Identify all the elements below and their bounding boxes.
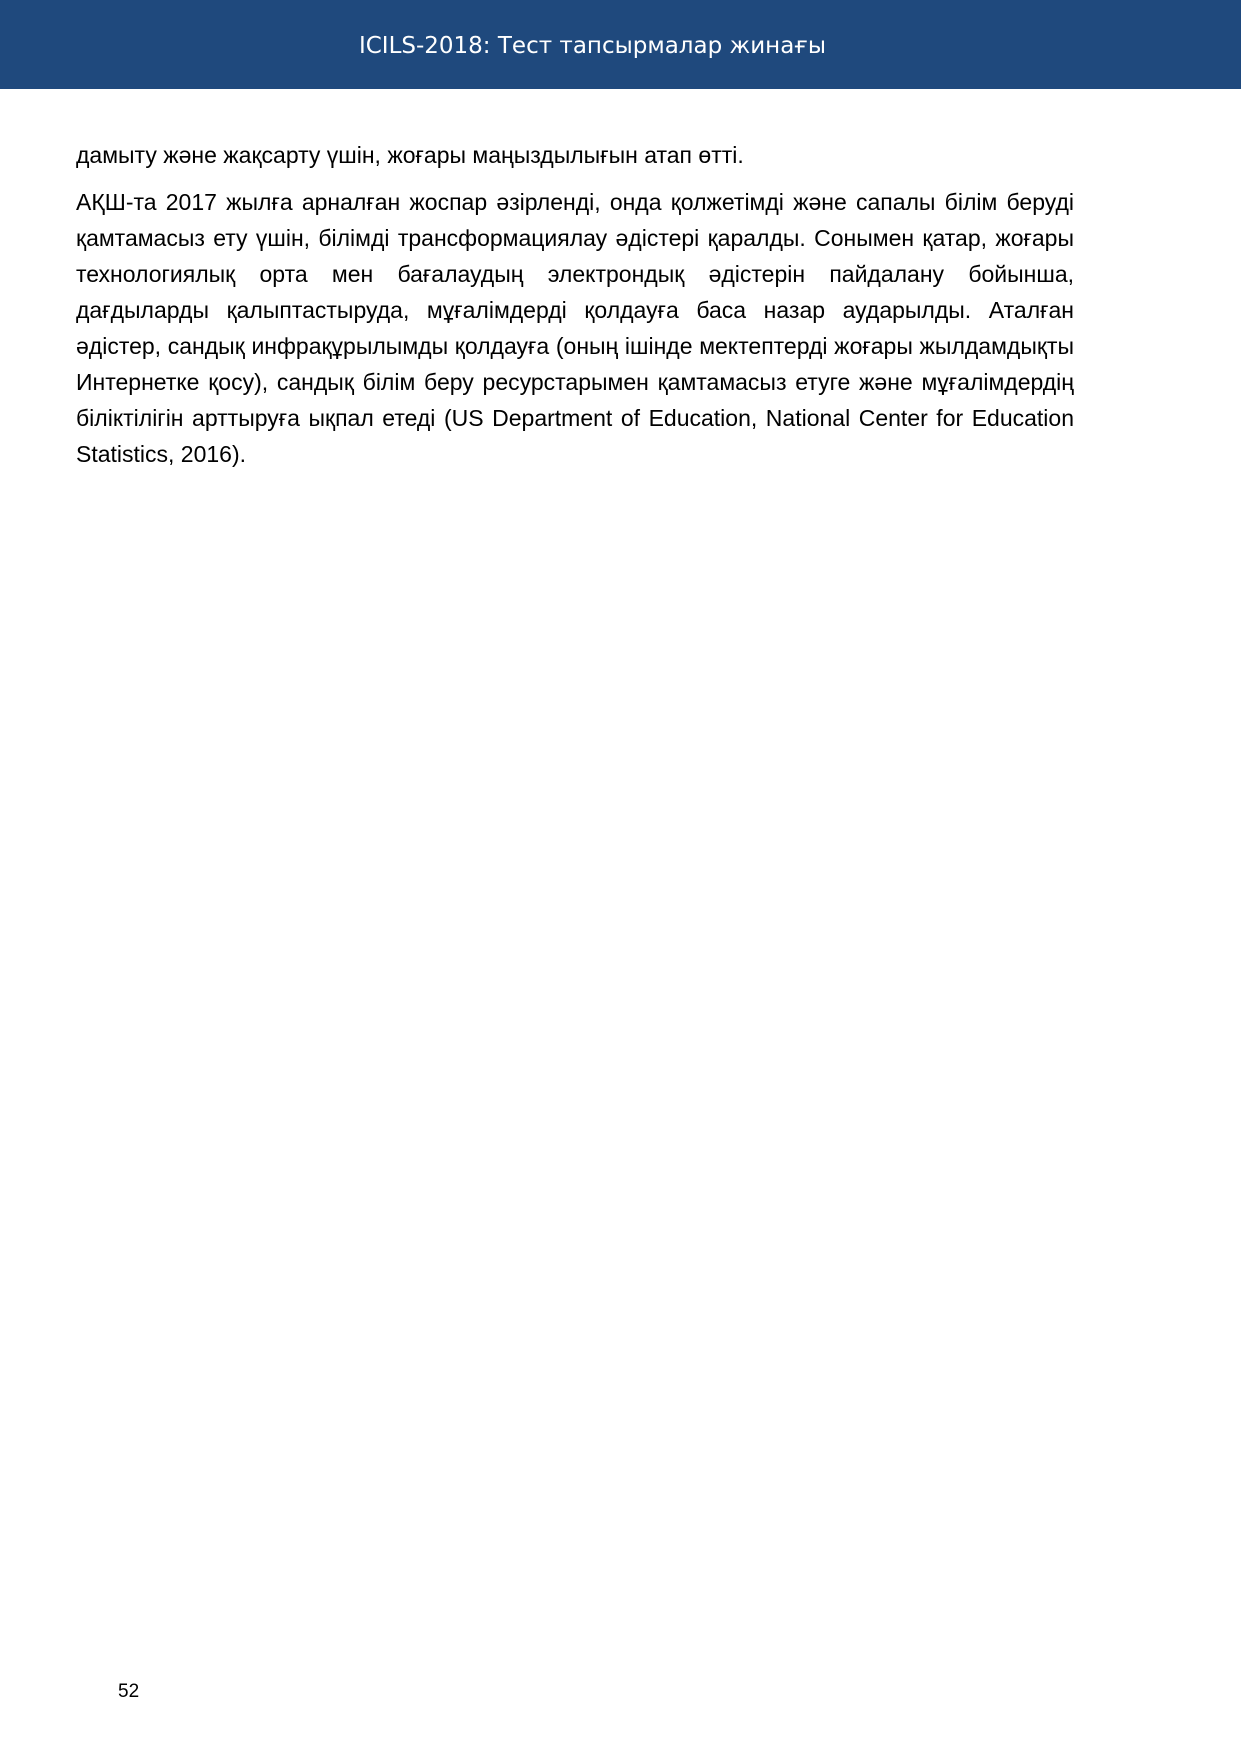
page-number: 52 (118, 1681, 140, 1702)
document-title: ICILS-2018: Тест тапсырмалар жинағы (358, 33, 827, 59)
paragraph: АҚШ-та 2017 жылға арналған жоспар әзірленді, онда қолжетімді және сапалы білім беруді қамтамасыз ету үшін, білімді трансформациялау әдістері қаралды. Сонымен қатар, жоғары технологиялық орта мен бағалаудың электрондық әдістерін пайдалану бойынша, дағдыларды қалыптастыруда, мұғалімдерді қолдауға баса назар аударылды. Аталған әдістер, сандық инфрақұрылымды қолдауға (оның ішінде мектептерді жоғары жылдамдықты Интернетке қосу), сандық білім беру ресурстарымен қамтамасыз етуге және мұғалімдердің біліктілігін арттыруға ықпал етеді (US Department of Education, National Center for Education Statistics, 2016). (76, 189, 1074, 467)
body-text (76, 137, 1074, 472)
paragraph: дамыту және жақсарту үшін, жоғары маңыздылығын атап өтті. (76, 142, 744, 168)
page-header (0, 0, 1241, 89)
